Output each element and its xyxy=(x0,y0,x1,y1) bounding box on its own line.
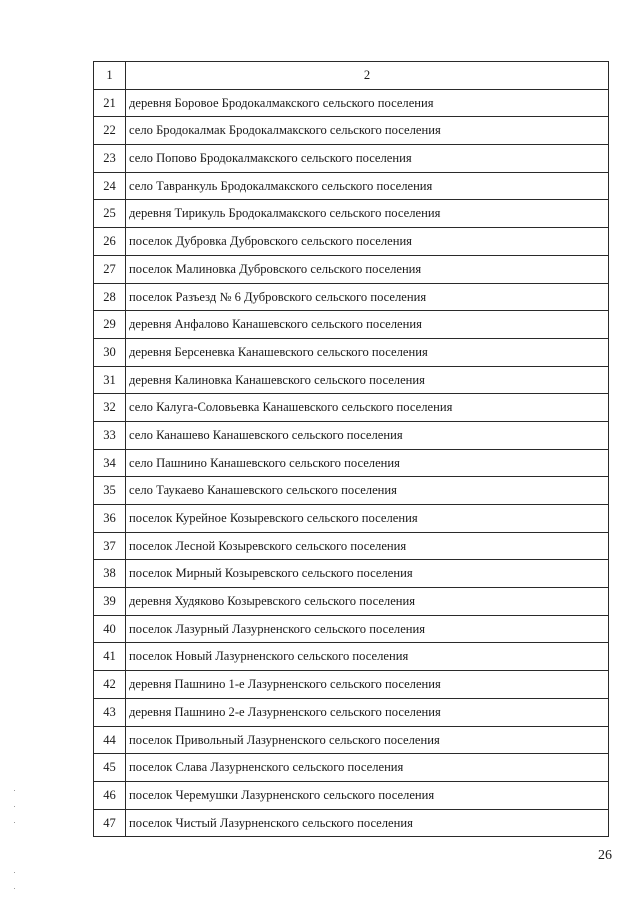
row-number-cell: 36 xyxy=(94,505,126,533)
settlement-name-cell: поселок Лесной Козыревского сельского поселения xyxy=(126,532,609,560)
settlement-name-cell: поселок Новый Лазурненского сельского поселения xyxy=(126,643,609,671)
row-number-cell: 22 xyxy=(94,117,126,145)
table-row xyxy=(94,311,609,339)
table-row xyxy=(94,532,609,560)
table-row xyxy=(94,228,609,256)
table-row xyxy=(94,172,609,200)
table-row xyxy=(94,698,609,726)
table-row xyxy=(94,283,609,311)
scan-speck xyxy=(14,806,15,807)
table-row xyxy=(94,671,609,699)
settlements-table xyxy=(93,61,609,837)
table-row xyxy=(94,338,609,366)
settlement-name-cell: поселок Дубровка Дубровского сельского поселения xyxy=(126,228,609,256)
settlement-name-cell: деревня Калиновка Канашевского сельского поселения xyxy=(126,366,609,394)
table-header-row xyxy=(94,62,609,90)
table-row xyxy=(94,200,609,228)
row-number-cell: 38 xyxy=(94,560,126,588)
row-number-cell: 43 xyxy=(94,698,126,726)
scan-speck xyxy=(14,790,15,791)
table-row xyxy=(94,781,609,809)
row-number-cell: 46 xyxy=(94,781,126,809)
table-row xyxy=(94,615,609,643)
row-number-cell: 35 xyxy=(94,477,126,505)
row-number-cell: 41 xyxy=(94,643,126,671)
settlement-name-cell: поселок Малиновка Дубровского сельского поселения xyxy=(126,255,609,283)
row-number-cell: 37 xyxy=(94,532,126,560)
settlement-name-cell: деревня Пашнино 1-е Лазурненского сельского поселения xyxy=(126,671,609,699)
header-cell-col2: 2 xyxy=(126,62,609,90)
row-number-cell: 29 xyxy=(94,311,126,339)
table-row xyxy=(94,809,609,837)
table-row xyxy=(94,726,609,754)
settlement-name-cell: деревня Боровое Бродокалмакского сельского поселения xyxy=(126,89,609,117)
settlement-name-cell: село Пашнино Канашевского сельского поселения xyxy=(126,449,609,477)
scan-speck xyxy=(14,872,15,873)
table-row xyxy=(94,754,609,782)
table-row xyxy=(94,366,609,394)
settlement-name-cell: село Попово Бродокалмакского сельского поселения xyxy=(126,145,609,173)
row-number-cell: 34 xyxy=(94,449,126,477)
row-number-cell: 40 xyxy=(94,615,126,643)
scan-speck xyxy=(14,822,15,823)
row-number-cell: 24 xyxy=(94,172,126,200)
row-number-cell: 23 xyxy=(94,145,126,173)
row-number-cell: 47 xyxy=(94,809,126,837)
settlement-name-cell: деревня Тирикуль Бродокалмакского сельского поселения xyxy=(126,200,609,228)
row-number-cell: 25 xyxy=(94,200,126,228)
table-row xyxy=(94,145,609,173)
row-number-cell: 28 xyxy=(94,283,126,311)
settlement-name-cell: село Калуга-Соловьевка Канашевского сельского поселения xyxy=(126,394,609,422)
settlement-name-cell: поселок Черемушки Лазурненского сельского поселения xyxy=(126,781,609,809)
table-row xyxy=(94,588,609,616)
table-row xyxy=(94,560,609,588)
table-row xyxy=(94,477,609,505)
row-number-cell: 26 xyxy=(94,228,126,256)
header-cell-col1: 1 xyxy=(94,62,126,90)
row-number-cell: 21 xyxy=(94,89,126,117)
scan-speck xyxy=(14,888,15,889)
row-number-cell: 27 xyxy=(94,255,126,283)
settlement-name-cell: деревня Анфалово Канашевского сельского поселения xyxy=(126,311,609,339)
row-number-cell: 31 xyxy=(94,366,126,394)
settlement-name-cell: поселок Чистый Лазурненского сельского поселения xyxy=(126,809,609,837)
settlement-name-cell: село Тавранкуль Бродокалмакского сельского поселения xyxy=(126,172,609,200)
page-number: 26 xyxy=(598,848,612,863)
settlement-name-cell: село Канашево Канашевского сельского поселения xyxy=(126,421,609,449)
row-number-cell: 42 xyxy=(94,671,126,699)
table-row xyxy=(94,421,609,449)
row-number-cell: 45 xyxy=(94,754,126,782)
settlement-name-cell: поселок Привольный Лазурненского сельского поселения xyxy=(126,726,609,754)
table-row xyxy=(94,394,609,422)
table-body xyxy=(94,62,609,837)
settlement-name-cell: поселок Разъезд № 6 Дубровского сельского поселения xyxy=(126,283,609,311)
table-row xyxy=(94,255,609,283)
row-number-cell: 32 xyxy=(94,394,126,422)
table-row xyxy=(94,643,609,671)
settlement-name-cell: поселок Лазурный Лазурненского сельского поселения xyxy=(126,615,609,643)
row-number-cell: 33 xyxy=(94,421,126,449)
row-number-cell: 39 xyxy=(94,588,126,616)
table-row xyxy=(94,89,609,117)
settlement-name-cell: село Бродокалмак Бродокалмакского сельского поселения xyxy=(126,117,609,145)
settlement-name-cell: деревня Худяково Козыревского сельского поселения xyxy=(126,588,609,616)
settlement-name-cell: поселок Мирный Козыревского сельского поселения xyxy=(126,560,609,588)
row-number-cell: 44 xyxy=(94,726,126,754)
table-row xyxy=(94,117,609,145)
settlement-name-cell: поселок Слава Лазурненского сельского поселения xyxy=(126,754,609,782)
settlement-name-cell: село Таукаево Канашевского сельского поселения xyxy=(126,477,609,505)
table-row xyxy=(94,505,609,533)
table-row xyxy=(94,449,609,477)
row-number-cell: 30 xyxy=(94,338,126,366)
settlement-name-cell: деревня Пашнино 2-е Лазурненского сельского поселения xyxy=(126,698,609,726)
settlement-name-cell: деревня Берсеневка Канашевского сельского поселения xyxy=(126,338,609,366)
settlement-name-cell: поселок Курейное Козыревского сельского поселения xyxy=(126,505,609,533)
